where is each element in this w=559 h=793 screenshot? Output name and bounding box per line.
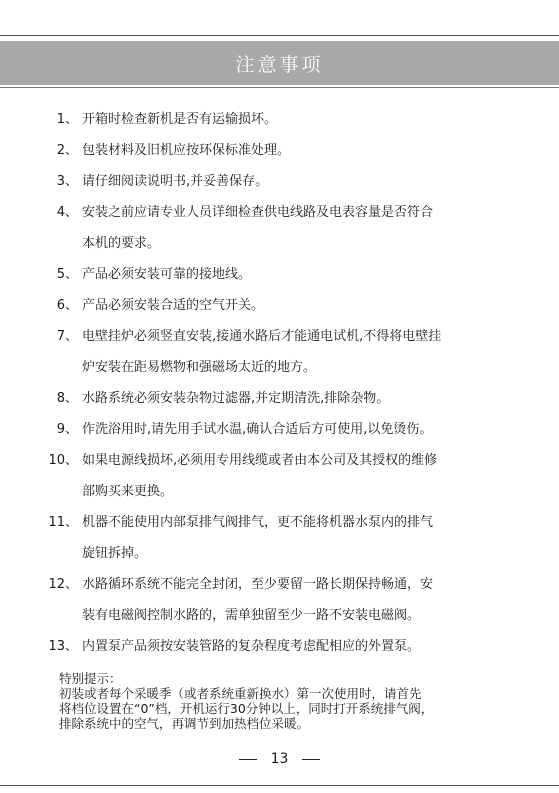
list-item bbox=[0, 321, 559, 383]
item-text: 包装材料及旧机应按环保标准处理。 bbox=[82, 143, 291, 158]
item-number: 13、 bbox=[48, 639, 78, 654]
item-number: 12、 bbox=[48, 577, 78, 592]
item-text: 机器不能使用内部泵排气阀排气，更不能将机器水泵内的排气 bbox=[82, 515, 434, 530]
item-number: 10、 bbox=[48, 453, 78, 468]
bottom-rule bbox=[0, 785, 559, 786]
list-item bbox=[0, 135, 559, 166]
item-number: 8、 bbox=[56, 391, 78, 406]
list-item bbox=[0, 507, 559, 569]
item-text-continued: 炉安装在距易燃物和强磁场太近的地方。 bbox=[82, 360, 317, 375]
list-item bbox=[0, 290, 559, 321]
top-rule bbox=[0, 35, 559, 36]
item-number: 6、 bbox=[56, 298, 78, 313]
list-item bbox=[0, 445, 559, 507]
list-item bbox=[0, 569, 559, 631]
item-text: 产品必须安装合适的空气开关。 bbox=[82, 298, 265, 313]
item-number: 2、 bbox=[56, 143, 78, 158]
item-number: 9、 bbox=[56, 422, 78, 437]
item-number: 5、 bbox=[56, 267, 78, 282]
item-text: 作洗浴用时,请先用手试水温,确认合适后方可使用,以免烫伤。 bbox=[82, 422, 433, 437]
item-number: 7、 bbox=[56, 329, 78, 344]
item-text: 水路循环系统不能完全封闭，至少要留一路长期保持畅通，安 bbox=[82, 577, 434, 592]
list-item bbox=[0, 259, 559, 290]
item-text: 请仔细阅读说明书,并妥善保存。 bbox=[82, 174, 269, 189]
item-text: 电壁挂炉必须竖直安装,接通水路后才能通电试机,不得将电壁挂 bbox=[82, 329, 442, 344]
item-text: 开箱时检查新机是否有运输损坏。 bbox=[82, 112, 278, 127]
list-item bbox=[0, 383, 559, 414]
list-item bbox=[0, 631, 559, 662]
item-number: 1、 bbox=[56, 112, 78, 127]
item-number: 11、 bbox=[48, 515, 78, 530]
item-text-continued: 装有电磁阀控制水路的，需单独留至少一路不安装电磁阀。 bbox=[82, 608, 421, 623]
notes-line: 将档位设置在“0”档，开机运行30分钟以上，同时打开系统排气阀， bbox=[59, 701, 434, 716]
dash-right bbox=[302, 759, 320, 760]
item-text: 安装之前应请专业人员详细检查供电线路及电表容量是否符合 bbox=[82, 205, 434, 220]
dash-left bbox=[239, 759, 257, 760]
item-number: 4、 bbox=[56, 205, 78, 220]
list-item bbox=[0, 197, 559, 259]
page-title: 注意事项 bbox=[235, 53, 324, 76]
notes-line: 初装或者每个采暖季（或者系统重新换水）第一次使用时，请首先 bbox=[59, 686, 422, 701]
item-text: 如果电源线损坏,必须用专用线缆或者由本公司及其授权的维修 bbox=[82, 453, 438, 468]
special-notes bbox=[59, 671, 509, 731]
item-text: 内置泵产品须按安装管路的复杂程度考虑配相应的外置泵。 bbox=[82, 639, 421, 654]
title-underline bbox=[0, 87, 559, 88]
list-item bbox=[0, 166, 559, 197]
list-item bbox=[0, 104, 559, 135]
item-text-continued: 本机的要求。 bbox=[82, 236, 161, 251]
list-item bbox=[0, 414, 559, 445]
title-bar bbox=[0, 41, 559, 85]
item-text-continued: 旋钮拆掉。 bbox=[82, 546, 148, 561]
precautions-list bbox=[0, 104, 559, 662]
page-number: 13 bbox=[270, 751, 289, 767]
notes-line: 排除系统中的空气，再调节到加热档位采暖。 bbox=[59, 716, 310, 731]
item-text-continued: 部购买来更换。 bbox=[82, 484, 174, 499]
page-footer bbox=[0, 751, 559, 767]
item-number: 3、 bbox=[56, 174, 78, 189]
notes-heading: 特别提示： bbox=[59, 671, 122, 686]
item-text: 水路系统必须安装杂物过滤器,并定期清洗,排除杂物。 bbox=[82, 391, 390, 406]
item-text: 产品必须安装可靠的接地线。 bbox=[82, 267, 252, 282]
